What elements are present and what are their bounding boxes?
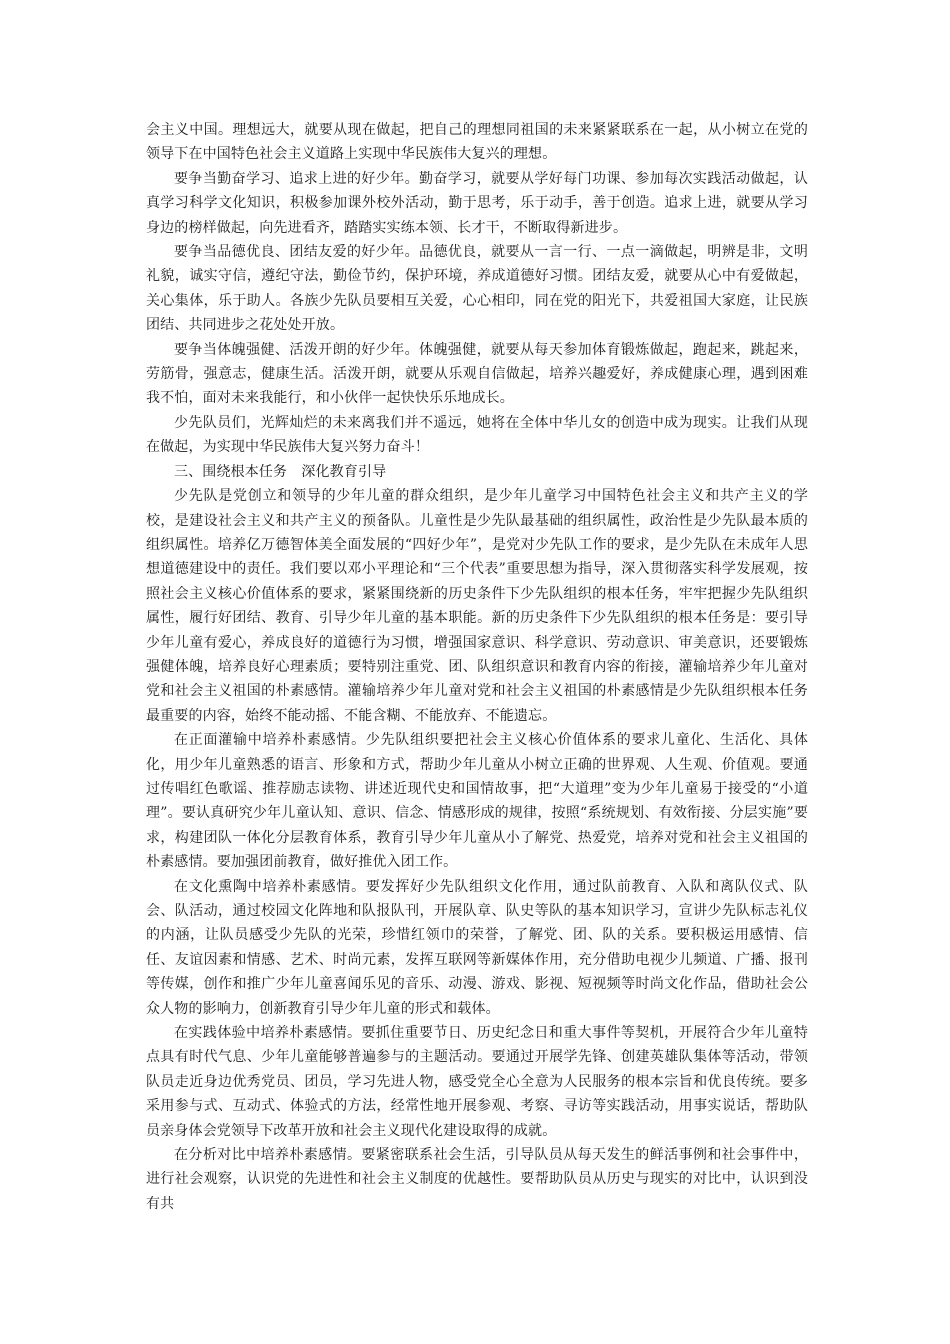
paragraph-healthy-body: 要争当体魄强健、活泼开朗的好少年。体魄强健，就要从每天参加体育锻炼做起，跑起来，跳起来，劳筋骨，强意志，健康生活。活泼开朗，就要从乐观自信做起，培养兴趣爱好，养成健康心理，遇到困难我不怕，面对未来我能行，和小伙伴一起快快乐乐地成长。 — [146, 341, 808, 407]
paragraph-continuation: 会主义中国。理想远大，就要从现在做起，把自己的理想同祖国的未来紧紧联系在一起，从小树立在党的领导下在中国特色社会主义道路上实现中华民族伟大复兴的理想。 — [146, 122, 808, 163]
paragraph-positive-instill: 在正面灌输中培养朴素感情。少先队组织要把社会主义核心价值体系的要求儿童化、生活化、具体化，用少年儿童熟悉的语言、形象和方式，帮助少年儿童从小树立正确的世界观、人生观、价值观。要通过传唱红色歌谣、推荐励志读物、讲述近现代史和国情故事，把“大道理”变为少年儿童易于接受的“小道理”。要认真研究少年儿童认知、意识、信念、情感形成的规律，按照“系统规划、有效衔接、分层实施”要求，构建团队一体化分层教育体系，教育引导少年儿童从小了解党、热爱党，培养对党和社会主义祖国的朴素感情。要加强团前教育，做好推优入团工作。 — [146, 732, 808, 871]
paragraph-good-morals: 要争当品德优良、团结友爱的好少年。品德优良，就要从一言一行、一点一滴做起，明辨是非，文明礼貌，诚实守信，遵纪守法，勤俭节约，保护环境，养成道德好习惯。团结友爱，就要从心中有爱做起，关心集体，乐于助人。各族少先队员要相互关爱，心心相印，同在党的阳光下，共爱祖国大家庭，让民族团结、共同进步之花处处开放。 — [146, 244, 808, 334]
paragraph-diligent-study: 要争当勤奋学习、追求上进的好少年。勤奋学习，就要从学好每门功课、参加每次实践活动做起，认真学习科学文化知识，积极参加课外校外活动，勤于思考，乐于动手，善于创造。追求上进，就要从学习身边的榜样做起，向先进看齐，踏踏实实练本领、长才干，不断取得新进步。 — [146, 170, 808, 236]
paragraph-fundamental-task: 少先队是党创立和领导的少年儿童的群众组织，是少年儿童学习中国特色社会主义和共产主义的学校，是建设社会主义和共产主义的预备队。儿童性是少先队最基础的组织属性，政治性是少先队最本质的组织属性。培养亿万德智体美全面发展的“四好少年”，是党对少先队工作的要求，是少先队在未成年人思想道德建设中的责任。我们要以邓小平理论和“三个代表”重要思想为指导，深入贯彻落实科学发展观，按照社会主义核心价值体系的要求，紧紧围绕新的历史条件下少先队组织的根本任务，牢牢把握少先队组织属性，履行好团结、教育、引导少年儿童的基本职能。新的历史条件下少先队组织的根本任务是：要引导少年儿童有爱心，养成良好的道德行为习惯，增强国家意识、科学意识、劳动意识、审美意识，还要锻炼强健体魄，培养良好心理素质；要特别注重党、团、队组织意识和教育内容的衔接，灌输培养少年儿童对党和社会主义祖国的朴素感情。灌输培养少年儿童对党和社会主义祖国的朴素感情是少先队组织根本任务最重要的内容，始终不能动摇、不能含糊、不能放弃、不能遗忘。 — [146, 488, 808, 724]
section-heading-3: 三、围绕根本任务 深化教育引导 — [174, 463, 387, 480]
paragraph-analysis-comparison: 在分析对比中培养朴素感情。要紧密联系社会生活，引导队员从每天发生的鲜活事例和社会事件中，进行社会观察，认识党的先进性和社会主义制度的优越性。要帮助队员从历史与现实的对比中，认识到没有共 — [146, 1147, 808, 1212]
paragraph-cultural-influence: 在文化熏陶中培养朴素感情。要发挥好少先队组织文化作用，通过队前教育、入队和离队仪式、队会、队活动，通过校园文化阵地和队报队刊，开展队章、队史等队的基本知识学习，宣讲少先队标志礼仪的内涵，让队员感受少先队的光荣，珍惜红领巾的荣誉，了解党、团、队的关系。要积极运用感情、信任、友谊因素和情感、艺术、时尚元素，发挥互联网等新媒体作用，充分借助电视少儿频道、广播、报刊等传媒，创作和推广少年儿童喜闻乐见的音乐、动漫、游戏、影视、短视频等时尚文化作品，借助社会公众人物的影响力，创新教育引导少年儿童的形式和载体。 — [146, 878, 808, 1017]
document-body — [146, 118, 808, 1216]
paragraph-closing-call: 少先队员们，光辉灿烂的未来离我们并不遥远，她将在全体中华儿女的创造中成为现实。让我们从现在做起，为实现中华民族伟大复兴努力奋斗！ — [146, 414, 808, 456]
paragraph-practice-experience: 在实践体验中培养朴素感情。要抓住重要节日、历史纪念日和重大事件等契机，开展符合少年儿童特点具有时代气息、少年儿童能够普遍参与的主题活动。要通过开展学先锋、创建英雄队集体等活动，带领队员走近身边优秀党员、团员，学习先进人物，感受党全心全意为人民服务的根本宗旨和优良传统。要多采用参与式、互动式、体验式的方法，经常性地开展参观、考察、寻访等实践活动，用事实说话，帮助队员亲身体会党领导下改革开放和社会主义现代化建设取得的成就。 — [146, 1025, 808, 1139]
